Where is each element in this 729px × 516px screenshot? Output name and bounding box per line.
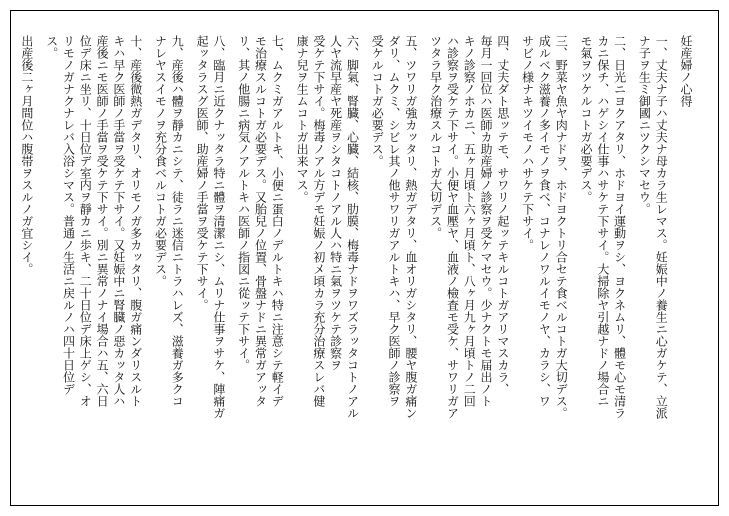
item-2-line-1: 二、日光ニヨクアタリ、ホドヨイ運動ヲシ、ヨクネムリ、體モ心モ清ラ	[612, 35, 627, 419]
item-6-line-2: 人ヤ流早産ヤ死産ヲシタコトノアル人ハ特ニ氣ヲツケテ診察ヲ	[328, 35, 343, 371]
item-3-line-1: 三、野菜ヤ魚ヤ肉ナドヲ、ホドヨクトリ合セテ食ベルコトガ大切デス。	[554, 35, 569, 419]
item-9-line-1: 九、産後ハ體ヲ靜カニシテ、徒ラニ迷信ニトラハレズ、滋養ガ多クコ	[170, 35, 185, 407]
document-title: 妊産婦ノ心得	[679, 35, 693, 107]
item-10-line-5: リモノガナクナレバ入浴シマス。普通ノ生活ニ戻ルノハ四十日位デ	[61, 35, 76, 395]
item-4-line-2: 毎月一回位ハ医師カ助産婦ノ診察ヲ受ケマセウ。少ナクトモ届出ノト	[479, 35, 494, 407]
item-6-line-1: 六、脚氣、腎臓、心臓、結核、肋膜、梅毒ナドヲワズラッタコトノアル	[345, 35, 360, 419]
item-10-line-4: 位デ床ニ坐リ、十日位デ室内ヲ靜カニ歩キ、二十日位デ床上ゲシ、オ	[78, 35, 93, 407]
item-6-line-3: 受ケテ下サイ。梅毒ノアル方デモ妊娠ノ初メ頃カラ充分治療スレバ健	[311, 35, 326, 407]
item-5-line-1: 五、ツワリガ強カッタリ、熱ガデタリ、血オリガシタリ、腰ヤ腹ガ痛ン	[403, 35, 418, 419]
item-7-line-2: モ治療スルコトガ必要デス。又胎兒ノ位置、骨盤ナドニ異常ガアッタ	[253, 35, 268, 407]
item-10-line-3: 産後ニモ医師ノ手當ヲ受ケテ下サイ。別ニ異常ノナイ場合ハ五、六日	[95, 35, 110, 407]
item-4-line-3: キノ診察ノホカニ、五ヶ月頃ト六ヶ月頃ト、八ヶ月九ヶ月頃トノ二回	[462, 35, 477, 407]
item-8-line-1: 八、臨月ニ近クナッタラ特ニ體ヲ清潔ニシ、ムリナ仕事ヲサケ、陣痛ガ	[211, 35, 226, 419]
item-4-line-1: 四、丈夫ダト思ッテモ、サワリノ起ッテキルコトガアリマスカラ、	[495, 35, 510, 395]
item-5-line-3: 受ケルコトガ必要デス。	[370, 35, 385, 167]
item-10-line-6: ス。	[44, 35, 59, 59]
item-2-line-3: モ氣ヲツケルコトガ必要デス。	[579, 35, 594, 203]
item-8-line-2: 起ッタラスグ医師、助産婦ノ手當ヲ受ケテ下サイ。	[195, 35, 210, 311]
item-3-line-2: 成ルベク滋養ノ多イモノヲ食べ、コナレノワルイモノヤ、カラシ、ワ	[537, 35, 552, 407]
item-10-line-1: 十、産後微熱ガデタリ、オリモノガ多カッタリ、腹ガ痛ンダリスルト	[128, 35, 143, 407]
item-4-line-4: ハ診察ヲ受ケテ下サイ。小便ヤ血壓ヤ、血液ノ檢査モ受ケ、サワリガア	[445, 35, 460, 419]
document-body	[18, 35, 694, 505]
document-border	[10, 10, 719, 506]
item-2-line-2: カニ保チ、ハゲシイ仕事ハサケテ下サイ。大掃除ヤ引越ナドノ場合ニ	[595, 35, 610, 407]
item-9-line-2: ナレヤスイモノヲ充分食ベルコトガ必要デス。	[153, 35, 168, 287]
item-5-line-2: ダリ、ムクミ、シビレ其ノ他サワリガアルトキハ、早ク医師ノ診察ヲ	[387, 35, 402, 407]
item-6-line-4: 康ナ兒ヲ生ムコトガ出来マス。	[295, 35, 310, 203]
item-10-line-2: キハ早ク医師ノ手當ヲ受ケテ下サイ。又妊娠中ニ腎臓ノ惡カッタ人ハ	[111, 35, 126, 407]
item-4-line-5: ツタラ早ク治療スルコトガ大切デス。	[428, 35, 443, 239]
item-3-line-3: サビノ様ナキツイモノハサケテ下サイ。	[520, 35, 535, 251]
item-1-line-2: ナ子ヲ生ミ御國ニツクシマセウ。	[637, 35, 652, 215]
item-7-line-3: リ、其ノ他腸ニ病気ノアルトキハ医師ノ指図ニ從ッテ下サイ。	[236, 35, 251, 371]
item-1-line-1: 一、丈夫ナ子ハ丈夫ナ母カラ生レマス。妊娠中ノ養生ニ心ガケテ、立派	[654, 35, 669, 419]
closing-line: 出産後二ヶ月間位ハ腹帯ヲスルノガ宜シイ。	[19, 35, 34, 275]
item-7-line-1: 七、ムクミガアルトキ、小便ニ蛋白ノデルトキハ特ニ注意シテ軽イデ	[270, 35, 285, 407]
